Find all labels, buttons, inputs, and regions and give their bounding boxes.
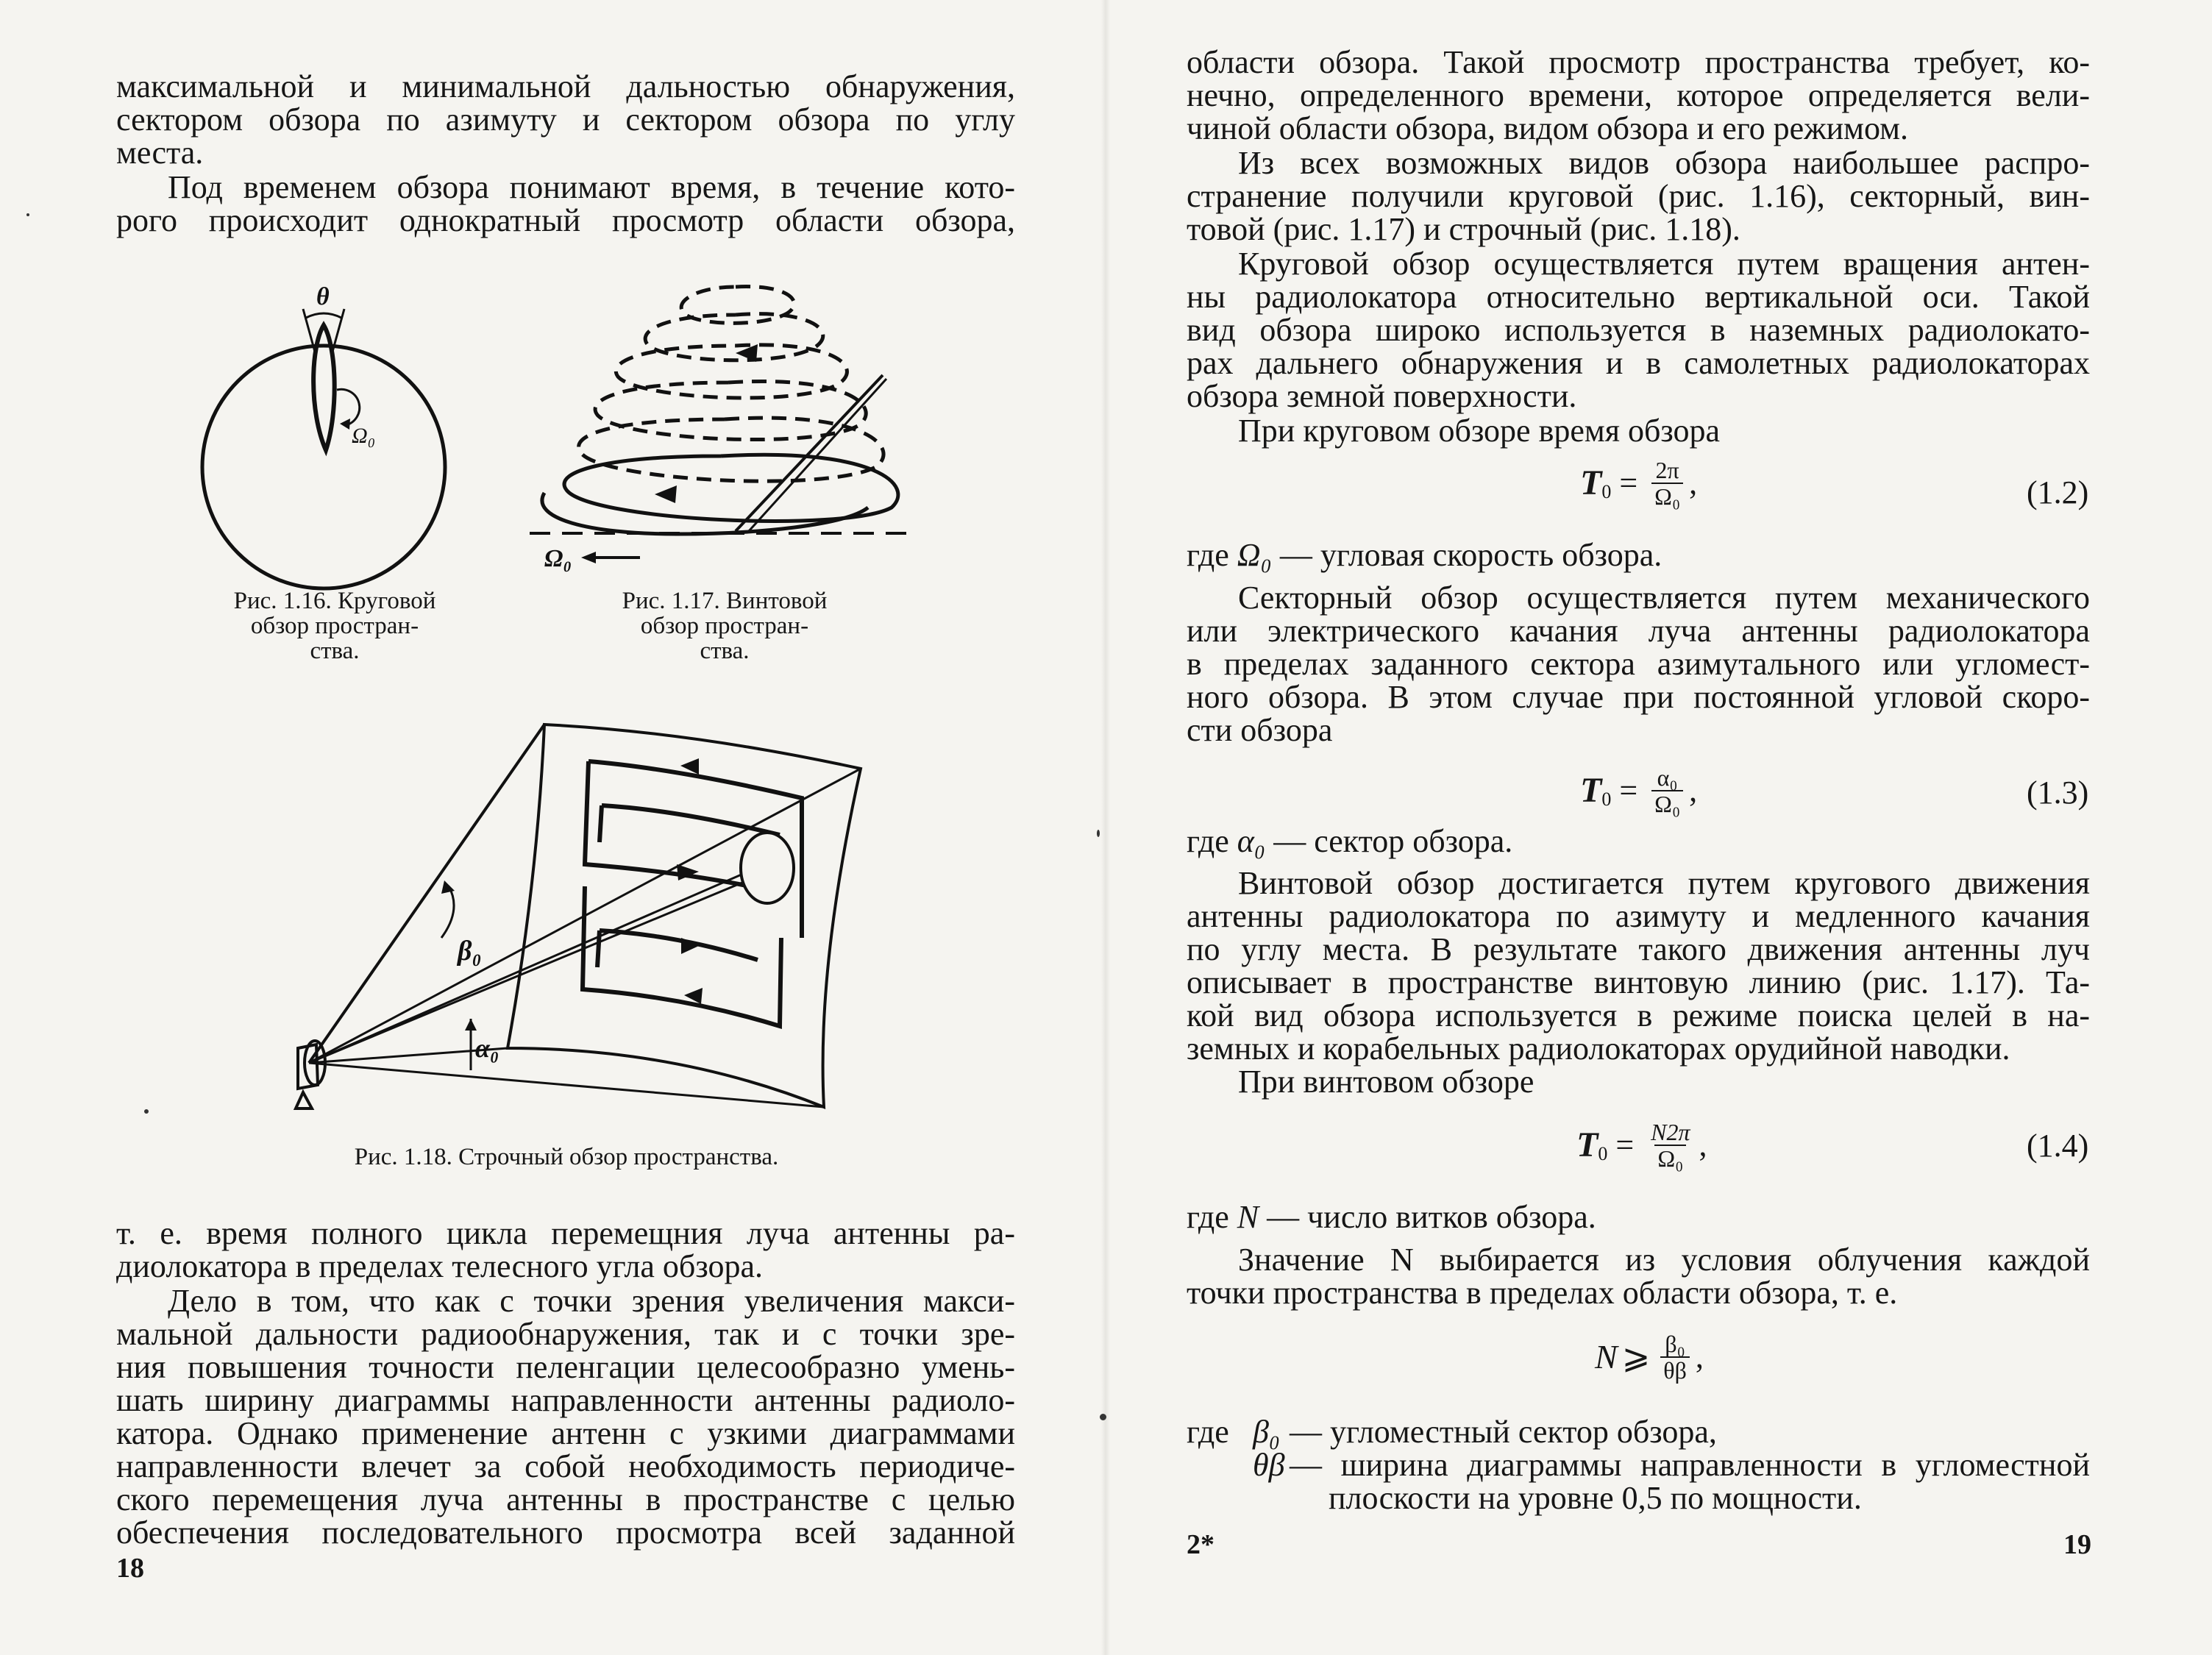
omega-label: Ω₀ [544,545,572,572]
paragraph [1187,112,2090,145]
ineq-denominator: θβ [1660,1356,1690,1383]
caption-fig-1-17 [585,588,864,663]
text-line: Из всех возможных видов обзора наибольшее распро- [1238,145,2090,181]
where-prefix: где [1187,537,1229,573]
equation-number: (1.4) [2027,1128,2089,1164]
where-prefix: где [1187,1199,1229,1235]
where-prefix: где [1187,823,1229,859]
eq-numerator: N2π [1651,1119,1690,1145]
ineq-numerator: β₀ [1665,1331,1685,1357]
caption-line: Рис. 1.17. Винтовой [622,588,828,614]
omega-arrowhead [581,552,596,563]
text-line: При круговом обзоре время обзора [1238,413,1721,449]
paragraph [1187,999,2090,1032]
paragraph [1187,713,2090,747]
paragraph [116,1217,1015,1250]
text-line: т. е. время полного цикла перемещния луча антенны ра- [116,1215,1015,1251]
paragraph [116,1284,1015,1317]
figure-raster-scan [294,717,868,1114]
text-line: ного обзора. В этом случае при постоянной угловой скоро- [1187,679,2090,715]
omega-label: Ω₀ [352,424,376,448]
caption-line: обзор простран- [250,613,419,639]
paragraph [1187,581,2090,614]
page-number-left: 18 [116,1553,144,1584]
equation-1-4 [1576,1120,1707,1171]
paragraph [1187,346,2090,380]
equation-1-3 [1580,765,1697,816]
where-clause-1-3 [1187,825,1512,858]
paragraph [1187,933,2090,966]
text-line: мальной дальности радиообнаружения, так и с точки зре- [116,1316,1015,1352]
ineq-lhs: N [1595,1338,1618,1375]
caption-line: Рис. 1.16. Круговой [233,588,436,614]
caption-line: ства. [700,638,750,664]
beam-spot [741,833,794,903]
equation-1-2 [1580,458,1697,509]
left-text-bottom [116,1217,1015,1549]
caption-fig-1-18 [243,1145,890,1170]
where-symbol: θβ [1253,1447,1285,1483]
text-line: катора. Однако применение антенн с узкими диаграммами [116,1415,1015,1451]
theta-arc [306,313,341,318]
right-text-block-4 [1187,1243,2090,1309]
where-spacer [1187,1448,1253,1481]
where-row [1187,1415,2090,1448]
text-line: места. [116,135,204,171]
where-clause-1-4 [1187,1200,1596,1234]
text-line: или электрического качания луча антенны радиолокатора [1187,613,2090,649]
eq-equals: = [1611,465,1646,501]
figure-helical-scan [515,265,927,581]
paragraph [116,1450,1015,1483]
helix-turn [564,455,898,521]
beam-lobe [313,325,335,450]
helix-turn [579,418,883,481]
where-spacer [1187,1481,1329,1515]
paragraph [116,1350,1015,1384]
caption-fig-1-16 [195,588,474,663]
beta-arc [441,886,454,938]
where-text: — число витков обзора. [1267,1199,1596,1235]
eq-equals: = [1607,1127,1643,1163]
print-speck [26,213,29,216]
text-line: максимальной и минимальной дальностью обнаружения, [116,68,1015,104]
cone-edge [309,1063,824,1107]
where-symbol: N [1237,1199,1259,1235]
text-line: точки пространства в пределах области обзора, т. е. [1187,1275,1898,1311]
antenna-base [296,1092,312,1108]
print-speck [1100,1414,1106,1420]
text-line: направленности влечет за собой необходимость периодиче- [116,1448,1015,1484]
paragraph [116,1384,1015,1417]
where-text: — угловая скорость обзора. [1279,537,1662,573]
eq-denominator: Ω₀ [1651,790,1683,816]
scan-path [600,930,758,960]
helix-turn [681,287,794,324]
caption-line: обзор простран- [640,613,809,639]
where-prefix: где [1187,1414,1229,1450]
paragraph [116,1483,1015,1516]
paragraph [1187,1065,2090,1098]
paragraph [1187,247,2090,280]
ineq-comma: , [1695,1339,1704,1375]
text-line: товой (рис. 1.17) и строчный (рис. 1.18). [1187,211,1740,247]
print-speck [1097,830,1100,837]
paragraph [116,1250,1015,1283]
scan-surface [508,725,861,1107]
paragraph [1187,146,2090,179]
text-line: антенны радиолокатора по азимуту и медленного качания [1187,898,2090,934]
text-line: Винтовой обзор достигается путем кругового движения [1238,865,2090,901]
text-line: рах дальнего обнаружения и в самолетных радиолокаторах [1187,345,2090,381]
paragraph [116,136,1015,169]
text-line: Секторный обзор осуществляется путем механического [1238,580,2090,616]
scan-path [600,805,602,842]
signature-mark: 2* [1187,1529,1215,1560]
paragraph [1187,79,2090,112]
paragraph [1187,966,2090,999]
figure-circular-scan [199,280,434,588]
eq-numerator: α₀ [1657,764,1678,791]
text-line: ния повышения точности пеленгации целесообразно умень- [116,1349,1015,1385]
eq-fraction [1651,458,1683,509]
paragraph [116,103,1015,136]
paragraph [116,204,1015,237]
eq-lhs: T [1580,771,1602,810]
helix-turn [645,314,823,360]
helix-turn [616,345,847,398]
paragraph [1187,1276,2090,1309]
equation-number: (1.2) [2027,474,2089,510]
paragraph [1187,866,2090,900]
text-line: Круговой обзор осуществляется путем вращения антен- [1238,246,2090,282]
paragraph [1187,614,2090,647]
eq-lhs: T [1580,463,1602,502]
caption-line: ства. [310,638,360,664]
paragraph [1187,1243,2090,1276]
text-line: чиной области обзора, видом обзора и его режимом. [1187,110,1908,146]
alpha-arrowhead [465,1019,477,1031]
scan-arrowhead [681,938,700,954]
eq-lhs-sub: 0 [1601,481,1612,502]
paragraph [1187,1032,2090,1065]
paragraph [1187,179,2090,213]
eq-equals: = [1611,772,1646,808]
text-line: вид обзора широко используется в наземных радиолокато- [1187,312,2090,348]
caption-line: Рис. 1.18. Строчный обзор пространства. [354,1144,779,1170]
right-text-block-1 [1187,46,2090,447]
text-line: обеспечения последовательного просмотра всей заданной [116,1515,1015,1551]
where-row [1187,1448,2090,1481]
paragraph [1187,280,2090,313]
eq-comma: , [1689,465,1698,501]
text-line: нечно, определенного времени, которое определяется вели- [1187,77,2090,113]
eq-comma: , [1689,772,1698,808]
scan-path [597,930,600,967]
where-symbol: α₀ [1237,823,1266,859]
where-row [1187,1481,2090,1515]
text-line: сектором обзора по азимуту и сектором обзора по углу [116,102,1015,138]
helix-arrowhead [655,485,677,503]
text-line: Значение N выбирается из условия облучения каждой [1238,1242,2090,1278]
theta-label: θ [316,283,330,310]
text-line: ны радиолокатора относительно вертикальной оси. Такой [1187,279,2090,315]
text-line: земных и корабельных радиолокаторах орудийной наводки. [1187,1031,2010,1067]
paragraph [1187,680,2090,713]
eq-lhs: T [1576,1125,1598,1164]
paragraph [1187,647,2090,680]
right-page [1106,0,2212,1655]
scan-path [602,805,780,835]
equation-number: (1.3) [2027,775,2089,811]
paragraph [1187,900,2090,933]
page-number-right: 19 [2063,1529,2091,1560]
text-line: описывает в пространстве винтовую линию (рис. 1.17). Та- [1187,964,2090,1000]
text-line: При винтовом обзоре [1238,1064,1534,1100]
text-line: сти обзора [1187,712,1333,748]
paragraph [116,1516,1015,1549]
beta-arrowhead [441,880,455,894]
text-line: диолокатора в пределах телесного угла обзора. [116,1248,763,1284]
paragraph [116,1417,1015,1450]
paragraph [1187,313,2090,346]
eq-denominator: Ω₀ [1651,483,1683,509]
inequality-n [1595,1331,1704,1383]
text-line: кой вид обзора используется в режиме поиска целей в на- [1187,997,2090,1033]
text-line: шать ширину диаграммы направленности антенны радиоло- [116,1382,1015,1418]
eq-lhs-sub: 0 [1601,789,1612,810]
paragraph [116,1317,1015,1350]
eq-fraction [1651,765,1683,816]
ineq-operator: ⩾ [1621,1338,1651,1375]
left-text-top [116,70,1015,237]
where-text: — сектор обзора. [1273,823,1513,859]
where-symbol: β₀ [1253,1414,1281,1450]
print-speck [144,1109,149,1114]
where-symbol: Ω₀ [1237,537,1272,573]
paragraph [1187,380,2090,413]
eq-lhs-sub: 0 [1598,1143,1608,1164]
paragraph [116,70,1015,103]
eq-denominator: Ω₀ [1654,1145,1686,1171]
text-line: в пределах заданного сектора азимутального или угломест- [1187,646,2090,682]
eq-numerator: 2π [1655,457,1679,483]
where-text: — ширина диаграммы направленности в угломестной [1290,1447,2090,1483]
text-line: ского перемещения луча антенны в пространстве с целью [116,1481,1015,1517]
text-line: рого происходит однократный просмотр области обзора, [116,202,1015,238]
scan-circle [202,346,445,588]
ineq-fraction [1660,1331,1690,1383]
right-text-block-2 [1187,581,2090,747]
paragraph [1187,213,2090,246]
text-line: по углу места. В результате такого движения антенны луч [1187,931,2090,967]
text-line: обзора земной поверхности. [1187,378,1577,414]
beta-label: β₀ [458,936,482,967]
text-line: странение получили круговой (рис. 1.16), секторный, вин- [1187,178,2090,214]
where-clause-1-2 [1187,538,1662,572]
helix-front-arc [542,493,868,534]
text-line: Дело в том, что как с точки зрения увеличения макси- [168,1283,1015,1319]
paragraph [1187,414,2090,447]
paragraph [116,171,1015,204]
text-line: Под временем обзора понимают время, в течение кото- [168,169,1015,205]
beam-axis [309,873,765,1063]
eq-comma: , [1699,1127,1707,1163]
where-text: — угломестный сектор обзора, [1290,1414,1717,1450]
rotation-arrowhead [340,419,350,430]
alpha-label: α₀ [475,1033,499,1063]
eq-fraction [1648,1120,1693,1171]
where-clause-final [1187,1415,2090,1515]
where-text: плоскости на уровне 0,5 по мощности. [1329,1480,1862,1516]
right-text-block-3 [1187,866,2090,1098]
text-line: области обзора. Такой просмотр пространства требует, ко- [1187,44,2090,80]
paragraph [1187,46,2090,79]
